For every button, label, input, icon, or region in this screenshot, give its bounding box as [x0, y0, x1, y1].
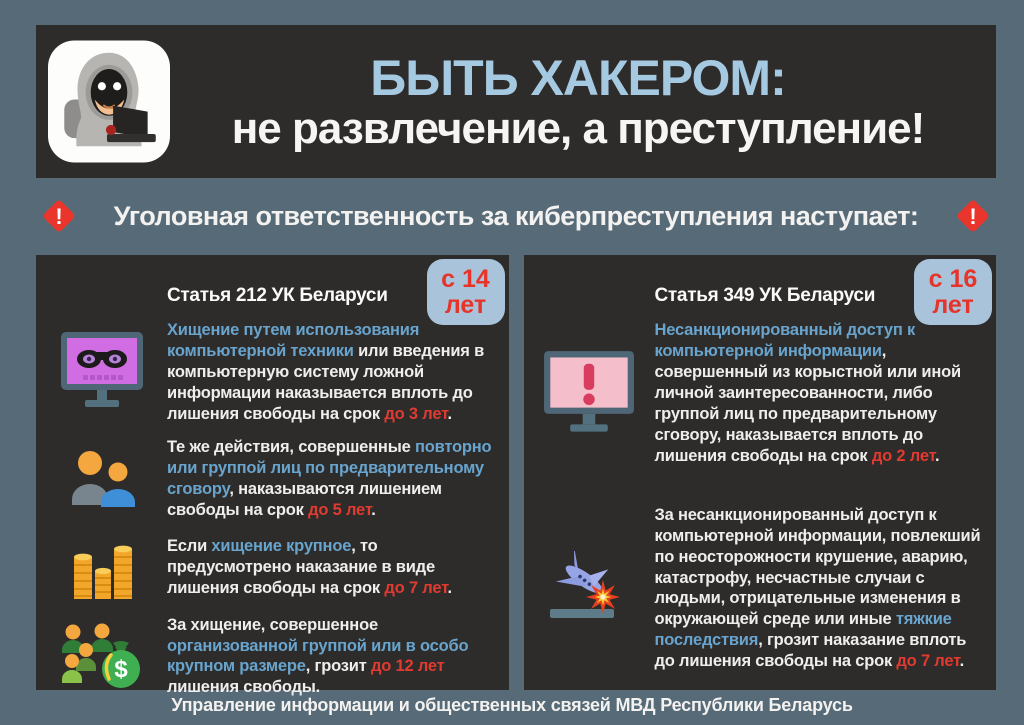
footer-credit: Управление информации и общественных связей МВД Республики Беларусь [171, 695, 853, 715]
exclamation-glyph: ! [969, 204, 977, 229]
law-text-349-1: Несанкционированный доступ к компьютерной информации, совершенный из корыстной или иной личной заинтересованности, либо группой лиц по предварительному сговору, наказывается вплоть до лишения свободы на срок до 2 лет. [654, 321, 961, 465]
accomplices-icon [36, 449, 167, 509]
alert-diamond-icon-left [36, 193, 82, 239]
footer [0, 695, 1024, 716]
warning-banner [36, 191, 996, 241]
law-item [36, 533, 509, 603]
law-item [524, 320, 997, 467]
warning-text: Уголовная ответственность за киберпреступления наступает: [113, 200, 919, 231]
alert-diamond-icon-right [950, 193, 996, 239]
law-panels [36, 255, 996, 697]
hacker-avatar-icon [48, 38, 170, 165]
warning-monitor-icon [524, 347, 655, 439]
law-text-349-2: За несанкционированный доступ к компьютерной информации, повлекший по неосторожности крушение, аварию, катастрофу, несчастные случаи с людьми, отрицательные изменения в окружающей среде или иные тяжкие последствия, грозит наказание вплоть до лишения свободы на срок до 7 лет. [654, 505, 981, 671]
page-subtitle: не развлечение, а преступление! [231, 103, 925, 153]
law-text-212-3: Если хищение крупное, то предусмотрено наказание в виде лишения свободы на срок до 7 лет. [167, 537, 452, 598]
law-item [36, 437, 509, 521]
age-badge-bottom: лет [932, 291, 974, 319]
law-text-212-1: Хищение путем использования компьютерной техники или введения в компьютерную систему ложной информации наказывается вплоть до лишения свободы на срок до 3 лет. [167, 321, 485, 423]
exclamation-glyph: ! [55, 204, 63, 229]
age-badge-16 [914, 259, 992, 325]
age-badge-bottom: лет [444, 291, 487, 319]
organized-group-icon [36, 623, 167, 689]
page-title: БЫТЬ ХАКЕРОМ: [370, 49, 786, 106]
plane-crash-icon [524, 551, 655, 625]
article-212-heading: Статья 212 УК Беларуси [167, 285, 388, 306]
header-banner [36, 25, 996, 178]
panel-article-349 [524, 255, 997, 690]
law-item [524, 505, 997, 673]
header-titles [170, 49, 996, 153]
law-text-212-2: Те же действия, совершенные повторно или группой лиц по предварительному сговору, наказываются лишением свободы на срок до 5 лет. [167, 437, 492, 519]
panel-article-212 [36, 255, 509, 697]
law-item [36, 615, 509, 699]
dollar-glyph: $ [113, 656, 128, 684]
article-349-heading: Статья 349 УК Беларуси [654, 285, 876, 306]
hacked-monitor-icon [36, 328, 167, 416]
law-item [36, 320, 509, 425]
coin-stacks-icon [36, 533, 167, 603]
age-badge-top: с 16 [928, 265, 978, 293]
age-badge-14 [427, 259, 505, 325]
law-text-212-4: За хищение, совершенное организованной группой или в особо крупном размере, грозит до 12 лет лишения свободы. [167, 615, 469, 697]
age-badge-top: с 14 [441, 265, 490, 293]
